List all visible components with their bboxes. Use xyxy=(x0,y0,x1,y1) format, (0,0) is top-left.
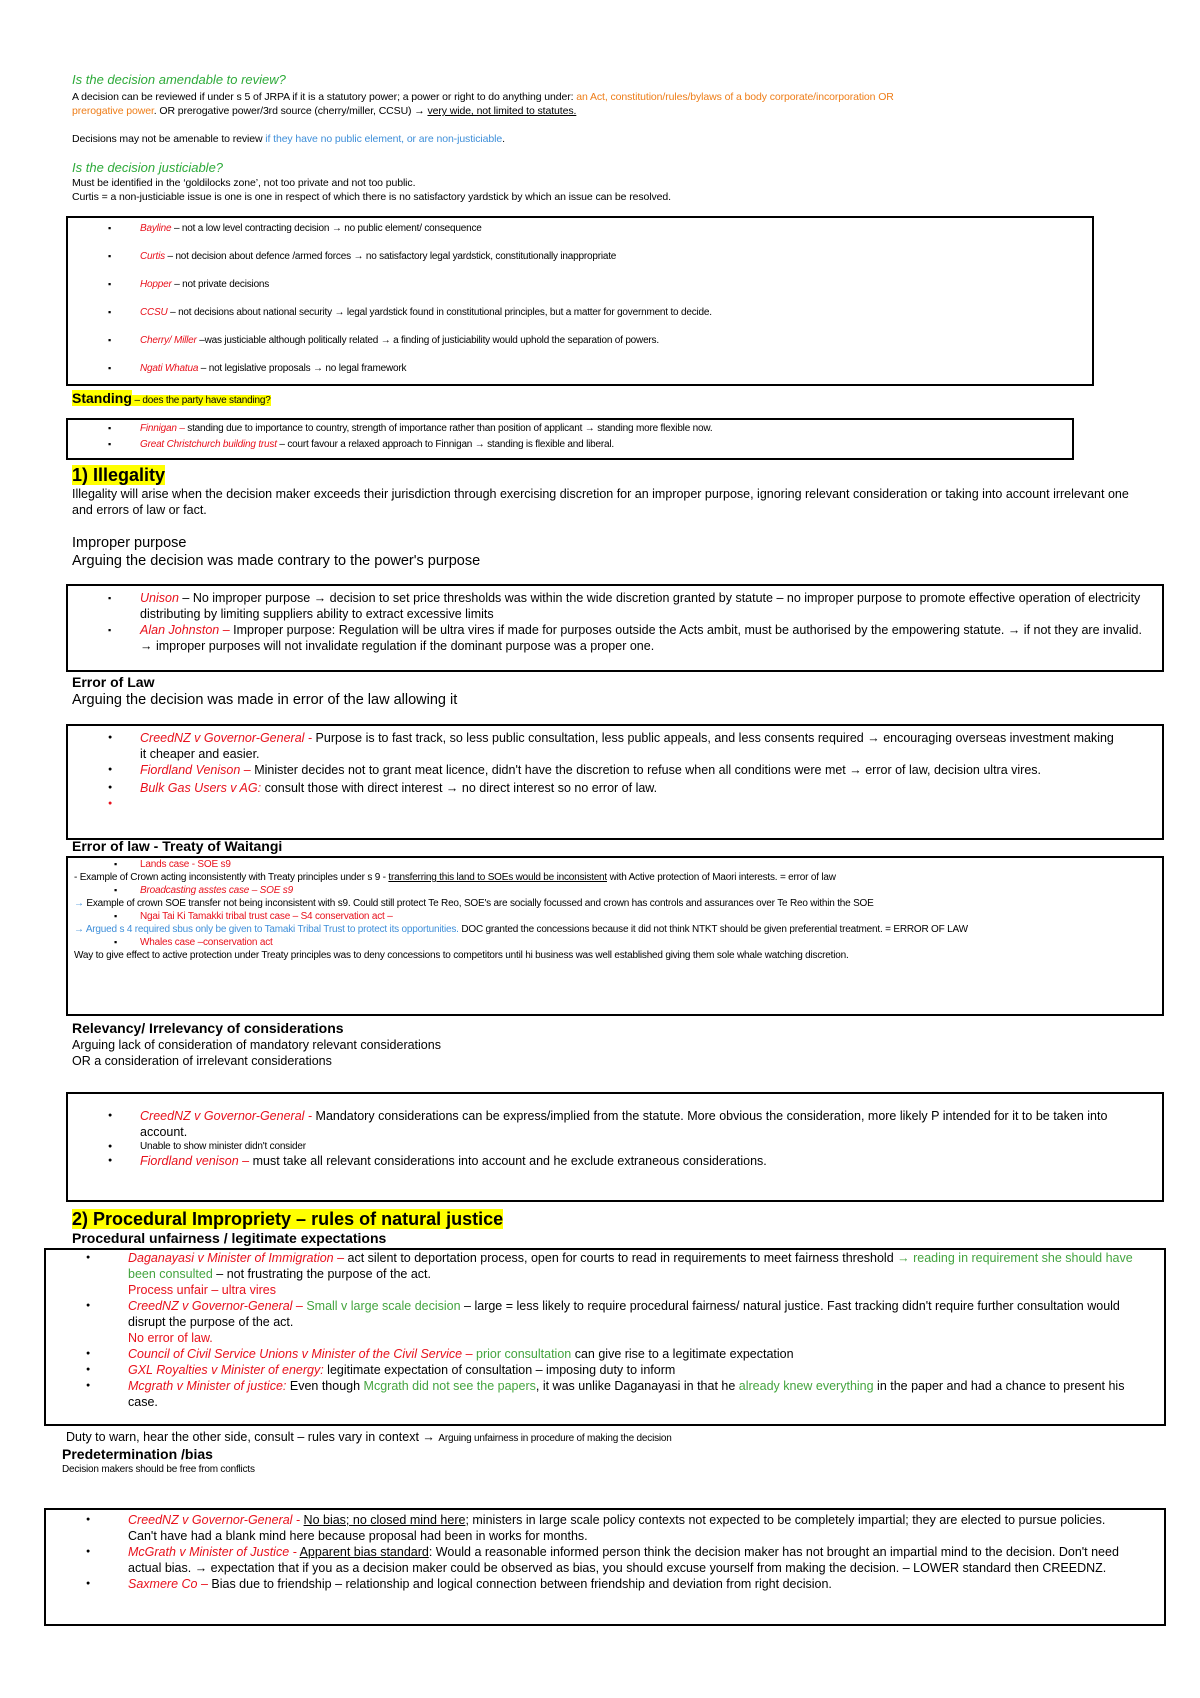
case-name: Finnigan – xyxy=(140,423,185,434)
list-item xyxy=(46,1576,1134,1592)
case-text: Improper purpose: Regulation will be ultra vires if made for purposes outside the Acts ambit, must be authorised by the empowering statute. → if not they are invalid. → improper purposes will not invalidate regulation if the dominant purpose was a proper one. xyxy=(140,623,1142,653)
case-text: Unable to show minister didn't consider xyxy=(140,1141,306,1152)
case-name: Ngati Whatua xyxy=(140,363,199,374)
amenable-text: Decisions may not be amenable to review xyxy=(72,133,266,145)
case-text: legitimate expectation of consultation – imposing duty to inform xyxy=(323,1363,676,1377)
case-text: – not a low level contracting decision → no public element/ consequence xyxy=(171,223,482,234)
justiciable-heading: Is the decision justiciable? xyxy=(72,160,224,175)
list-item xyxy=(68,1153,1122,1169)
case-text: – large = less likely to require procedural fairness/ natural justice. Fast tracking didn't require further consultation would disrupt the purpose of the act. xyxy=(128,1299,1120,1329)
case-name: Bulk Gas Users v AG: xyxy=(140,781,262,795)
case-text: : Would a reasonable informed person think the decision maker has not brought an impartial mind to the decision. Don't need actual bias. → expectation that if you as a decision maker could be observed as bias, you should excuse yourself from making the decision. – LOWER standard then CREEDNZ. xyxy=(128,1545,1119,1575)
error-of-law-sub: Arguing the decision was made in error of the law allowing it xyxy=(72,692,458,708)
case-name: CreedNZ v Governor-General – xyxy=(128,1299,303,1313)
case-text: act silent to deportation process, open for courts to read in requirements to meet fairness threshold xyxy=(344,1251,898,1265)
case-text: consult those with direct interest → no direct interest so no error of law. xyxy=(261,781,658,795)
error-of-law-heading xyxy=(72,674,1172,709)
amenable-text: . OR prerogative power/3rd source (cherry/miller, CCSU) → xyxy=(153,105,428,117)
error-of-law-title: Error of Law xyxy=(72,674,155,690)
bias-heading xyxy=(62,1446,1162,1476)
case-text: can give rise to a legitimate expectation xyxy=(571,1347,794,1361)
case-name: Curtis xyxy=(140,251,165,262)
standing-cases-box xyxy=(66,418,1074,460)
treaty-case-4: ▪ Whales case –conservation act xyxy=(114,937,273,948)
treaty-heading xyxy=(72,838,1172,855)
bias-box xyxy=(44,1508,1166,1626)
case-name: Alan Johnston – xyxy=(140,623,230,637)
relevancy-heading xyxy=(72,1020,1172,1069)
case-name: Broadcasting asstes case – SOE s9 xyxy=(140,885,293,896)
case-note-red: Process unfair – ultra vires xyxy=(128,1283,276,1297)
list-item xyxy=(68,250,1092,278)
bias-title: Predetermination /bias xyxy=(62,1446,213,1462)
case-text: –was justiciable although politically related → a finding of justiciability would uphold the separation of powers. xyxy=(196,335,659,346)
list-item xyxy=(68,422,1072,438)
case-name: GXL Royalties v Minister of energy: xyxy=(128,1363,324,1377)
relevancy-sub-2: OR a consideration of irrelevant considerations xyxy=(72,1054,332,1068)
case-name: Ngai Tai Ki Tamakki tribal trust case – S4 conservation act – xyxy=(140,911,393,922)
case-text-underlined: No bias; no closed mind here xyxy=(303,1513,466,1527)
list-item xyxy=(46,1378,1134,1410)
case-text: – court favour a relaxed approach to Finnigan → standing is flexible and liberal. xyxy=(276,439,614,450)
list-item xyxy=(68,762,1122,778)
list-item xyxy=(46,1544,1134,1576)
list-item xyxy=(46,1250,1134,1298)
standing-sub: – does the party have standing? xyxy=(131,395,271,406)
standing-case-list xyxy=(68,422,1072,454)
case-text-underlined: Apparent bias standard xyxy=(299,1545,429,1559)
list-item xyxy=(68,306,1092,334)
list-item xyxy=(68,730,1122,762)
case-name: Fiordland venison – xyxy=(140,1154,250,1168)
standing-heading: Standing xyxy=(72,390,132,406)
error-of-law-list xyxy=(68,730,1162,812)
list-item xyxy=(68,1108,1122,1140)
amenable-text: . xyxy=(502,133,505,145)
case-text: Mandatory considerations can be express/implied from the statute. More obvious the consideration, more likely P intended for it to be taken into account. xyxy=(140,1109,1108,1139)
amenable-underlined: very wide, not limited to statutes. xyxy=(427,105,577,117)
list-item xyxy=(68,362,1092,390)
case-name: Lands case - SOE s9 xyxy=(140,859,231,870)
case-text: – not legislative proposals → no legal framework xyxy=(198,363,407,374)
procedural-heading: 2) Procedural Impropriety – rules of natural justice xyxy=(72,1209,504,1229)
procedural-sub: Procedural unfairness / legitimate expectations xyxy=(72,1230,387,1246)
illegality-desc: Illegality will arise when the decision maker exceeds their jurisdiction through exercising discretion for an improper purpose, ignoring relevant consideration or taking into account irrelevant one and errors of law or fact. xyxy=(72,487,1129,517)
duty-text-small: Arguing unfairness in procedure of making the decision xyxy=(438,1433,672,1444)
relevancy-list xyxy=(68,1108,1162,1169)
case-text: ; ministers in large scale policy contexts not expected to be completely impartial; they are elected to pursue policies. Can't have had a blank mind here because proposal had been in works for months. xyxy=(128,1513,1106,1543)
justiciable-cases-box xyxy=(66,216,1094,386)
case-note-red: No error of law. xyxy=(128,1331,213,1345)
treaty-title: Error of law - Treaty of Waitangi xyxy=(72,838,283,854)
list-item xyxy=(68,622,1150,654)
case-name: Bayline xyxy=(140,223,172,234)
case-text: – not private decisions xyxy=(171,279,270,290)
case-text: Bias due to friendship – relationship and logical connection between friendship and deviation from right decision. xyxy=(207,1577,832,1591)
error-of-law-box xyxy=(66,724,1164,840)
treaty-case-3: ▪ Ngai Tai Ki Tamakki tribal trust case – S4 conservation act – xyxy=(114,911,393,922)
procedural-list xyxy=(46,1250,1164,1410)
case-text-green: Small v large scale decision xyxy=(302,1299,461,1313)
list-item xyxy=(46,1346,1134,1362)
case-text-green: → reading in requirement she should have been consulted xyxy=(128,1251,1133,1281)
justiciable-section xyxy=(72,160,1172,204)
standing-heading-row xyxy=(72,390,1172,408)
amenable-section xyxy=(72,72,1172,146)
case-name: Whales case –conservation act xyxy=(140,937,273,948)
procedural-section xyxy=(72,1208,1172,1247)
list-item xyxy=(68,780,1122,796)
case-text: , it was unlike Daganayasi in that he xyxy=(535,1379,739,1393)
case-name: Cherry/ Miller xyxy=(140,335,197,346)
case-text: with Active protection of Maori interests. = error of law xyxy=(607,872,836,883)
list-item xyxy=(46,1512,1134,1544)
amenable-sources: an Act, constitution/rules/bylaws of a body corporate/incorporation OR xyxy=(576,91,894,103)
case-name: Saxmere Co – xyxy=(128,1577,208,1591)
illegality-heading: 1) Illegality xyxy=(72,465,166,485)
treaty-case-4-text: Way to give effect to active protection under Treaty principles was to deny concessions to competitors until hi business was well established giving them sole whale watching discretion. xyxy=(74,950,849,961)
improper-purpose-sub: Arguing the decision was made contrary to the power's purpose xyxy=(72,553,481,569)
improper-purpose-box xyxy=(66,584,1164,672)
case-text: Minister decides not to grant meat licence, didn't have the discretion to refuse when all conditions were met → error of law, decision ultra vires. xyxy=(250,763,1041,777)
treaty-content xyxy=(68,858,1162,962)
treaty-case-2-text xyxy=(74,897,1156,910)
case-text: in the paper and had a chance to present his case. xyxy=(128,1379,1125,1409)
arrow: → xyxy=(74,898,87,909)
relevancy-sub-1: Arguing lack of consideration of mandatory relevant considerations xyxy=(72,1038,441,1052)
list-item xyxy=(68,590,1150,622)
justiciable-line-2: Curtis = a non-justiciable issue is one is one in respect of which there is no satisfactory yardstick by which an issue can be resolved. xyxy=(72,191,671,203)
case-name: CreedNZ v Governor-General - xyxy=(128,1513,301,1527)
case-name: Fiordland Venison – xyxy=(140,763,251,777)
case-name: Great Christchurch building trust xyxy=(140,439,277,450)
case-text-green: already knew everything xyxy=(738,1379,874,1393)
duty-text: Duty to warn, hear the other side, consult – rules vary in context → xyxy=(66,1430,439,1444)
list-item xyxy=(68,334,1092,362)
case-text: – not decisions about national security → legal yardstick found in constitutional principles, but a matter for government to decide. xyxy=(167,307,712,318)
treaty-case-1-text xyxy=(74,871,1156,884)
amenable-text-2 xyxy=(72,104,1172,118)
case-text: Purpose is to fast track, so less public consultation, less public appeals, and less consents required → encouraging overseas investment making it cheaper and easier. xyxy=(140,731,1114,761)
case-text-underlined: transferring this land to SOEs would be inconsistent xyxy=(388,872,607,883)
treaty-case-1: ▪ Lands case - SOE s9 xyxy=(114,859,231,870)
case-name: Hopper xyxy=(140,279,172,290)
justiciable-line-1: Must be identified in the ‘goldilocks zone’, not too private and not too public. xyxy=(72,177,416,189)
list-item xyxy=(46,1298,1134,1346)
case-text: Example of crown SOE transfer not being inconsistent with s9. Could still protect Te Reo, SOE's are socially focussed and crown has controls and assurances over Te Reo within the SOE xyxy=(86,898,874,909)
prerogative-power: prerogative power xyxy=(72,105,154,117)
case-text: - Example of Crown acting inconsistently with Treaty principles under s 9 - xyxy=(74,872,389,883)
case-text-green: Mcgrath did not see the papers xyxy=(363,1379,536,1393)
bias-list xyxy=(46,1512,1164,1592)
case-name: CreedNZ v Governor-General - xyxy=(140,1109,313,1123)
duty-line xyxy=(66,1428,1166,1446)
case-text: – not frustrating the purpose of the act. xyxy=(212,1267,431,1281)
case-text: Even though xyxy=(286,1379,364,1393)
amenable-exceptions: if they have no public element, or are non-justiciable xyxy=(265,133,503,145)
case-name: McGrath v Minister of Justice - xyxy=(128,1545,297,1559)
amenable-text-3 xyxy=(72,132,1172,146)
case-name: Council of Civil Service Unions v Minister of the Civil Service – xyxy=(128,1347,473,1361)
case-name: Daganayasi v Minister of Immigration – xyxy=(128,1251,345,1265)
list-item xyxy=(68,278,1092,306)
amenable-heading: Is the decision amendable to review? xyxy=(72,72,286,87)
amenable-text-1 xyxy=(72,90,1172,104)
relevancy-box xyxy=(66,1092,1164,1202)
case-text: standing due to importance to country, strength of importance rather than position of applicant → standing more flexible now. xyxy=(184,423,713,434)
case-name: Unison xyxy=(140,591,179,605)
improper-purpose-title: Improper purpose xyxy=(72,535,187,551)
treaty-case-2: ▪ Broadcasting asstes case – SOE s9 xyxy=(114,885,293,896)
case-text-green: prior consultation xyxy=(472,1347,572,1361)
case-text: must take all relevant considerations into account and he exclude extraneous considerations. xyxy=(249,1154,767,1168)
procedural-box xyxy=(44,1248,1166,1426)
case-name: Mcgrath v Minister of justice: xyxy=(128,1379,287,1393)
list-item xyxy=(46,1362,1134,1378)
improper-case-list xyxy=(68,590,1162,654)
list-item xyxy=(68,438,1072,454)
case-text: – No improper purpose → decision to set price thresholds was within the wide discretion granted by statute – no improper purpose to promote effective operation of electricity distributing by limiting suppliers ability to extract excessive limits xyxy=(140,591,1141,621)
amenable-text: A decision can be reviewed if under s 5 of JRPA if it is a statutory power; a power or right to do anything under: xyxy=(72,91,577,103)
list-item xyxy=(68,222,1092,250)
bias-sub: Decision makers should be free from conflicts xyxy=(62,1464,255,1475)
treaty-box xyxy=(66,856,1164,1016)
treaty-case-3-text xyxy=(74,923,1156,936)
case-text: DOC granted the concessions because it did not think NTKT should be given preferential treatment. = ERROR OF LAW xyxy=(458,924,968,935)
illegality-section xyxy=(72,464,1172,570)
case-name: CreedNZ v Governor-General - xyxy=(140,731,313,745)
relevancy-title: Relevancy/ Irrelevancy of considerations xyxy=(72,1020,344,1036)
list-item xyxy=(68,1140,1122,1153)
case-text-blue: → Argued s 4 required sbus only be given to Tamaki Tribal Trust to protect its opportunities. xyxy=(74,924,459,935)
list-item-empty xyxy=(68,796,1122,812)
case-name: CCSU xyxy=(140,307,168,318)
justiciable-case-list xyxy=(68,222,1092,390)
case-text: – not decision about defence /armed forces → no satisfactory legal yardstick, constitutionally inappropriate xyxy=(164,251,617,262)
